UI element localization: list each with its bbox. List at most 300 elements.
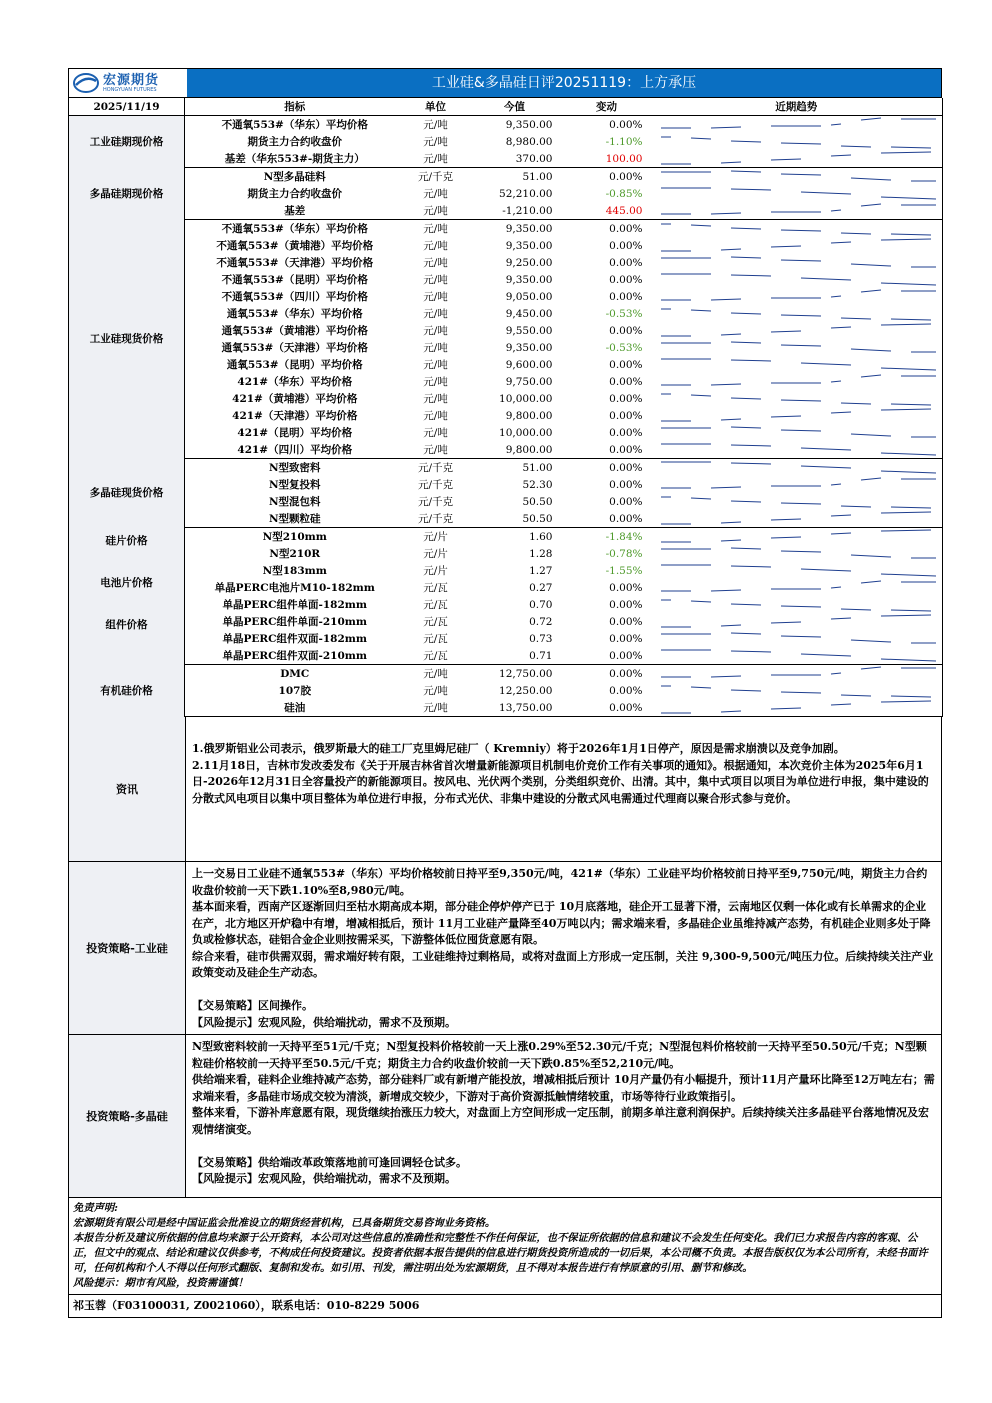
unit-cell: 元/千克 xyxy=(417,461,454,474)
trend-sparkline xyxy=(651,254,943,271)
unit-cell: 元/吨 xyxy=(423,239,448,252)
trend-sparkline xyxy=(651,271,943,288)
sparkline-path xyxy=(661,686,931,697)
report-page xyxy=(68,68,942,1318)
value-cell: 0.70 xyxy=(529,598,553,611)
value-cell: 12,750.00 xyxy=(499,667,553,680)
table-row xyxy=(69,220,943,238)
trend-sparkline xyxy=(651,630,943,647)
trend-sparkline xyxy=(651,116,943,134)
sparkline-icon xyxy=(651,185,941,202)
logo-text: 宏源期货 xyxy=(103,72,160,88)
value-cell: 52,210.00 xyxy=(499,187,553,200)
unit-cell: 元/吨 xyxy=(405,150,467,168)
table-row xyxy=(69,562,943,579)
sparkline-icon xyxy=(651,424,941,441)
sparkline-path xyxy=(661,188,936,199)
change-cell: 0.00% xyxy=(609,684,643,697)
sparkline-icon xyxy=(651,202,941,219)
sparkline-path xyxy=(661,137,931,148)
value-cell: 10,000.00 xyxy=(499,426,553,439)
sparkline-path xyxy=(661,257,936,267)
unit-cell: 元/千克 xyxy=(417,495,454,508)
unit-cell: 元/片 xyxy=(423,530,448,543)
table-row xyxy=(69,699,943,717)
unit-cell: 元/瓦 xyxy=(423,615,448,628)
change-cell: 0.00% xyxy=(609,239,643,252)
value-cell: 12,250.00 xyxy=(499,684,553,697)
trend-sparkline xyxy=(651,237,943,254)
unit-cell: 元/吨 xyxy=(423,375,448,388)
unit-cell: 元/吨 xyxy=(423,273,448,286)
sparkline-path xyxy=(661,565,936,576)
value-cell: 1.60 xyxy=(529,530,553,543)
table-row xyxy=(69,288,943,305)
sparkline-icon xyxy=(651,237,941,254)
table-row xyxy=(69,579,943,596)
sparkline-path xyxy=(661,462,936,473)
sparkline-path xyxy=(661,118,936,128)
indicator-name: N型183mm xyxy=(262,564,327,577)
unit-cell: 元/片 xyxy=(423,547,448,560)
sparkline-path xyxy=(661,478,936,488)
group-label: 有机硅价格 xyxy=(69,665,185,717)
trend-sparkline xyxy=(651,373,943,390)
header-change: 变动 xyxy=(563,98,651,116)
indicator-name: N型210mm xyxy=(262,530,327,543)
table-row xyxy=(69,647,943,665)
company-logo xyxy=(69,69,187,97)
table-row xyxy=(69,424,943,441)
value-cell: 50.50 xyxy=(522,495,553,508)
trend-sparkline xyxy=(651,150,943,168)
report-title: 工业硅&多晶硅日评20251119：上方承压 xyxy=(431,75,697,91)
table-row xyxy=(69,682,943,699)
disclaimer-title: 免责声明: xyxy=(73,1202,118,1214)
sparkline-icon xyxy=(651,339,941,356)
trend-sparkline xyxy=(651,562,943,579)
value-cell: 9,350.00 xyxy=(505,118,553,131)
trend-sparkline xyxy=(651,356,943,373)
sparkline-path xyxy=(661,581,936,591)
trend-sparkline xyxy=(651,510,943,528)
sparkline-path xyxy=(661,394,931,405)
trend-sparkline xyxy=(651,220,943,238)
sparkline-icon xyxy=(651,579,941,596)
unit-cell: 元/吨 xyxy=(423,256,448,269)
news-section xyxy=(68,717,942,862)
indicator-name: 期货主力合约收盘价 xyxy=(247,187,342,200)
indicator-name: 421#（四川）平均价格 xyxy=(185,441,405,459)
change-cell: 0.00% xyxy=(609,667,643,680)
unit-cell: 元/吨 xyxy=(423,118,448,131)
value-cell: 8,980.00 xyxy=(505,135,553,148)
sparkline-icon xyxy=(651,390,941,407)
price-table xyxy=(68,98,943,717)
sparkline-icon xyxy=(651,562,941,579)
unit-cell: 元/吨 xyxy=(423,426,448,439)
trend-sparkline xyxy=(651,185,943,202)
sparkline-icon xyxy=(651,528,941,545)
change-cell: 0.00% xyxy=(609,426,643,439)
sparkline-path xyxy=(661,530,931,542)
sparkline-path xyxy=(661,497,931,508)
value-cell: 9,800.00 xyxy=(467,441,563,459)
unit-cell: 元/吨 xyxy=(423,667,448,680)
unit-cell: 元/片 xyxy=(423,564,448,577)
trend-sparkline xyxy=(651,647,943,665)
unit-cell: 元/吨 xyxy=(405,202,467,220)
unit-cell: 元/吨 xyxy=(423,307,448,320)
unit-cell: 元/吨 xyxy=(405,441,467,459)
indicator-name: 基差（华东553#-期货主力） xyxy=(185,150,405,168)
indicator-name: 421#（黄埔港）平均价格 xyxy=(232,392,358,405)
change-cell: 0.00% xyxy=(609,324,643,337)
indicator-name: 不通氧553#（昆明）平均价格 xyxy=(221,273,368,286)
unit-cell: 元/吨 xyxy=(423,341,448,354)
sparkline-icon xyxy=(651,699,941,716)
sparkline-icon xyxy=(651,510,941,527)
table-row xyxy=(69,390,943,407)
unit-cell: 元/吨 xyxy=(405,699,467,717)
table-row xyxy=(69,237,943,254)
sparkline-icon xyxy=(651,133,941,150)
group-label: 多晶硅期现价格 xyxy=(69,168,185,220)
group-label: 工业硅现货价格 xyxy=(69,220,185,459)
change-cell: 0.00% xyxy=(609,478,643,491)
indicator-name: 不通氧553#（天津港）平均价格 xyxy=(216,256,374,269)
strategy-poly-label: 投资策略-多晶硅 xyxy=(69,1035,186,1197)
sparkline-icon xyxy=(651,596,941,613)
table-row xyxy=(69,356,943,373)
table-row xyxy=(69,596,943,613)
sparkline-path xyxy=(661,633,936,643)
indicator-name: 通氧553#（天津港）平均价格 xyxy=(221,341,368,354)
sparkline-icon xyxy=(651,305,941,322)
sparkline-icon xyxy=(651,476,941,493)
table-row xyxy=(69,510,943,528)
value-cell: 1.28 xyxy=(529,547,553,560)
value-cell: -1,210.00 xyxy=(467,202,563,220)
table-row xyxy=(69,373,943,390)
sparkline-icon xyxy=(651,459,941,476)
sparkline-icon xyxy=(651,220,941,237)
group-sublabel: 组件价格 xyxy=(105,619,148,631)
unit-cell: 元/瓦 xyxy=(423,581,448,594)
value-cell: 9,550.00 xyxy=(505,324,553,337)
table-row xyxy=(69,168,943,186)
table-row xyxy=(69,339,943,356)
change-cell: 0.00% xyxy=(609,409,643,422)
table-row xyxy=(69,133,943,150)
unit-cell: 元/吨 xyxy=(423,684,448,697)
indicator-name: 单晶PERC组件双面-182mm xyxy=(222,632,367,645)
logo-subtext: HONGYUAN FUTURES xyxy=(103,86,157,93)
sparkline-path xyxy=(661,375,936,385)
header-value: 今值 xyxy=(467,98,563,116)
sparkline-path xyxy=(661,409,931,421)
indicator-name: N型致密料 xyxy=(268,461,321,474)
strategy-si-label: 投资策略-工业硅 xyxy=(69,862,186,1034)
change-cell: 445.00 xyxy=(563,202,651,220)
value-cell: 0.72 xyxy=(529,615,553,628)
sparkline-path xyxy=(661,650,936,661)
indicator-name: N型复投料 xyxy=(268,478,321,491)
unit-cell: 元/吨 xyxy=(423,392,448,405)
group-label: 多晶硅现货价格 xyxy=(69,459,185,528)
indicator-name: 通氧553#（昆明）平均价格 xyxy=(226,358,363,371)
sparkline-icon xyxy=(651,545,941,562)
sparkline-icon xyxy=(651,373,941,390)
indicator-name: 硅油 xyxy=(185,699,405,717)
indicator-name: 单晶PERC组件单面-210mm xyxy=(222,615,367,628)
change-cell: 0.00% xyxy=(563,510,651,528)
sparkline-path xyxy=(661,359,936,370)
trend-sparkline xyxy=(651,459,943,477)
sparkline-path xyxy=(661,512,931,524)
sparkline-icon xyxy=(651,254,941,271)
table-row xyxy=(69,407,943,424)
change-cell: 0.00% xyxy=(609,615,643,628)
trend-sparkline xyxy=(651,407,943,424)
table-header-row xyxy=(69,98,943,116)
trend-sparkline xyxy=(651,133,943,150)
logo-mark-icon xyxy=(73,73,99,93)
unit-cell: 元/吨 xyxy=(423,409,448,422)
sparkline-path xyxy=(661,444,936,455)
table-row xyxy=(69,613,943,630)
indicator-name: 107胶 xyxy=(278,684,311,697)
sparkline-path xyxy=(661,152,931,164)
change-cell: 0.00% xyxy=(609,170,643,183)
change-cell: 0.00% xyxy=(609,495,643,508)
indicator-name: DMC xyxy=(280,667,310,680)
value-cell: 9,250.00 xyxy=(505,256,553,269)
sparkline-icon xyxy=(651,407,941,424)
sparkline-path xyxy=(661,239,931,251)
sparkline-icon xyxy=(651,271,941,288)
sparkline-path xyxy=(661,204,936,214)
change-cell: 0.00% xyxy=(609,222,643,235)
trend-sparkline xyxy=(651,390,943,407)
table-row xyxy=(69,150,943,168)
table-row xyxy=(69,322,943,339)
indicator-name: 421#（昆明）平均价格 xyxy=(237,426,353,439)
trend-sparkline xyxy=(651,476,943,493)
change-cell: 0.00% xyxy=(609,273,643,286)
change-cell: 0.00% xyxy=(609,358,643,371)
trend-sparkline xyxy=(651,613,943,630)
change-cell: -0.85% xyxy=(605,187,643,200)
indicator-name: 不通氧553#（黄埔港）平均价格 xyxy=(216,239,374,252)
sparkline-path xyxy=(661,324,931,336)
sparkline-path xyxy=(661,171,936,181)
indicator-name: N型210R xyxy=(269,547,321,560)
indicator-name: N型混包料 xyxy=(268,495,321,508)
table-row xyxy=(69,459,943,477)
trend-sparkline xyxy=(651,665,943,683)
unit-cell: 元/吨 xyxy=(423,324,448,337)
trend-sparkline xyxy=(651,424,943,441)
sparkline-path xyxy=(661,615,931,627)
change-cell: 0.00% xyxy=(609,581,643,594)
indicator-name: 不通氧553#（华东）平均价格 xyxy=(221,118,368,131)
value-cell: 9,800.00 xyxy=(505,409,553,422)
strategy-si-section xyxy=(68,862,942,1035)
strategy-poly-section xyxy=(68,1035,942,1198)
change-cell: 0.00% xyxy=(563,647,651,665)
value-cell: 1.27 xyxy=(529,564,553,577)
strategy-poly-text: N型致密料较前一天持平至51元/千克；N型复投料价格较前一天上涨0.29%至52.30元/千克；N型混包料价格较前一天持平至50.50元/千克；N型颗粒硅价格较前一天持平至50.5元/千克；期货主力合约收盘价较前一天下跌0.85%至52,210元/吨。 供给端来看，硅料企业维持减产态势，部分硅料厂或有新增产能投放，增减相抵后预计 10月产量仍有小幅提升，预计11月产量环比降至12万吨左右；需求端来看，多晶硅市场成交较为清淡，新增成交较少，下游对于高价资源抵触情绪较重，市场等待行业政策指引。 整体来看，下游补库意愿有限，现货继续抬涨压力较大，对盘面上方空间形成一定压制，前期多单注意利润保护。后续持续关注多晶硅平台落地情况及宏观情绪演变。 【交易策略】供给端改革政策落地前可逢回调轻仓试多。 【风险提示】宏观风险，供给端扰动，需求不及预期。 xyxy=(192,1040,935,1185)
indicator-name: 单晶PERC电池片M10-182mm xyxy=(214,581,375,594)
table-row xyxy=(69,441,943,459)
value-cell: 9,350.00 xyxy=(505,239,553,252)
sparkline-path xyxy=(661,548,936,558)
value-cell: 370.00 xyxy=(467,150,563,168)
sparkline-icon xyxy=(651,356,941,373)
news-text: 1.俄罗斯铝业公司表示，俄罗斯最大的硅工厂克里姆尼硅厂（ Kremniy）将于2026年1月1日停产，原因是需求崩溃以及竞争加剧。 2.11月18日，吉林市发改委发布《关于开展吉林省首次增量新能源项目机制电价竞价工作有关事项的通知》。根据通知，本次竞价主体为2025年6月1日-2026年12月31日全容量投产的新能源项目。按风电、光伏两个类别，分类组织竞价、出清。其中，集中式项目以项目为单位进行申报，集中建设的分散式风电项目以集中项目整体为单位进行申报，分布式光伏、非集中建设的分散式风电需通过代理商以聚合形式参与竞价。 xyxy=(192,742,929,805)
change-cell: -0.53% xyxy=(605,307,643,320)
trend-sparkline xyxy=(651,441,943,459)
value-cell: 9,350.00 xyxy=(505,222,553,235)
value-cell: 9,350.00 xyxy=(505,273,553,286)
trend-sparkline xyxy=(651,305,943,322)
change-cell: 0.00% xyxy=(563,699,651,717)
table-row xyxy=(69,254,943,271)
sparkline-path xyxy=(661,342,936,352)
unit-cell: 元/吨 xyxy=(423,187,448,200)
sparkline-icon xyxy=(651,613,941,630)
sparkline-icon xyxy=(651,441,941,458)
change-cell: 0.00% xyxy=(609,290,643,303)
change-cell: -0.78% xyxy=(605,547,643,560)
value-cell: 0.71 xyxy=(467,647,563,665)
change-cell: -1.10% xyxy=(605,135,643,148)
trend-sparkline xyxy=(651,493,943,510)
unit-cell: 元/千克 xyxy=(417,170,454,183)
value-cell: 9,350.00 xyxy=(505,341,553,354)
change-cell: 0.00% xyxy=(609,632,643,645)
change-cell: 0.00% xyxy=(609,598,643,611)
trend-sparkline xyxy=(651,699,943,717)
change-cell: 0.00% xyxy=(609,118,643,131)
change-cell: 100.00 xyxy=(563,150,651,168)
trend-sparkline xyxy=(651,202,943,220)
table-row xyxy=(69,202,943,220)
analyst-contact: 祁玉蓉（F03100031, Z0021060），联系电话：010-8229 5006 xyxy=(68,1295,942,1318)
value-cell: 9,450.00 xyxy=(505,307,553,320)
group-sublabel: 硅片价格 xyxy=(105,535,148,547)
sparkline-icon xyxy=(651,647,941,664)
table-row xyxy=(69,271,943,288)
value-cell: 10,000.00 xyxy=(499,392,553,405)
disclaimer-body: 本报告分析及建议所依据的信息均来源于公开资料，本公司对这些信息的准确性和完整性不作任何保证，也不保证所依据的信息和建议不会发生任何变化。我们已力求报告内容的客观、公正，但文中的观点、结论和建议仅供参考，不构成任何投资建议。投资者依据本报告提供的信息进行期货投资所造成的一切后果，本公司概不负责。本报告版权仅为本公司所有，未经书面许可，任何机构和个人不得以任何形式翻版、复制和发布。如引用、刊发，需注明出处为宏源期货，且不得对本报告进行有悖原意的引用、删节和修改。 xyxy=(73,1232,928,1274)
trend-sparkline xyxy=(651,322,943,339)
strategy-si-text: 上一交易日工业硅不通氧553#（华东）平均价格较前日持平至9,350元/吨，421#（华东）工业硅平均价格较前日持平至9,750元/吨，期货主力合约收盘价较前一天下跌1.10%至8,980元/吨。 基本面来看，西南产区逐渐回归至枯水期高成本期，部分硅企停炉停产已于 10月底落地，硅企开工显著下滑，云南地区仅剩一体化或有长单需求的企业在产，北方地区开炉稳中有增，增减相抵后，预计 11月工业硅产量降至40万吨以内；需求端来看，多晶硅企业虽维持减产态势，有机硅企业则多处于降负或检修状态，硅铝合金企业则按需采买，下游整体低位囤货意愿有限。 综合来看，硅市供需双弱，需求端好转有限，工业硅维持过剩格局，或将对盘面上方形成一定压制，关注 9,300-9,500元/吨压力位。后续持续关注产业政策变动及硅企生产动态。 【交易策略】区间操作。 【风险提示】宏观风险，供给端扰动，需求不及预期。 xyxy=(192,867,934,1029)
value-cell: 0.27 xyxy=(529,581,553,594)
indicator-name: 单晶PERC组件单面-182mm xyxy=(222,598,367,611)
value-cell: 13,750.00 xyxy=(467,699,563,717)
change-cell: -1.55% xyxy=(605,564,643,577)
trend-sparkline xyxy=(651,579,943,596)
sparkline-icon xyxy=(651,150,941,167)
change-cell: 0.00% xyxy=(609,461,643,474)
indicator-name: 通氧553#（黄埔港）平均价格 xyxy=(221,324,368,337)
sparkline-path xyxy=(661,309,931,320)
sparkline-path xyxy=(661,667,936,677)
table-row xyxy=(69,545,943,562)
sparkline-icon xyxy=(651,630,941,647)
unit-cell: 元/千克 xyxy=(405,510,467,528)
value-cell: 0.73 xyxy=(529,632,553,645)
group-label xyxy=(69,528,185,665)
sparkline-path xyxy=(661,600,931,611)
table-row xyxy=(69,476,943,493)
sparkline-icon xyxy=(651,322,941,339)
unit-cell: 元/吨 xyxy=(423,222,448,235)
trend-sparkline xyxy=(651,528,943,546)
value-cell: 9,050.00 xyxy=(505,290,553,303)
disclaimer xyxy=(68,1198,942,1295)
indicator-name: 421#（天津港）平均价格 xyxy=(232,409,358,422)
table-row xyxy=(69,528,943,546)
value-cell: 52.30 xyxy=(522,478,553,491)
indicator-name: N型多晶硅料 xyxy=(263,170,326,183)
change-cell: -0.53% xyxy=(605,341,643,354)
unit-cell: 元/吨 xyxy=(423,135,448,148)
unit-cell: 元/吨 xyxy=(423,358,448,371)
indicator-name: 单晶PERC组件双面-210mm xyxy=(185,647,405,665)
change-cell: 0.00% xyxy=(609,256,643,269)
trend-sparkline xyxy=(651,545,943,562)
sparkline-icon xyxy=(651,682,941,699)
sparkline-icon xyxy=(651,168,941,185)
sparkline-icon xyxy=(651,116,941,133)
sparkline-path xyxy=(661,274,936,285)
group-sublabel: 电池片价格 xyxy=(100,577,153,589)
sparkline-path xyxy=(661,224,931,235)
table-row xyxy=(69,116,943,134)
table-row xyxy=(69,185,943,202)
report-header xyxy=(68,68,942,98)
indicator-name: 期货主力合约收盘价 xyxy=(247,135,342,148)
indicator-name: 不通氧553#（华东）平均价格 xyxy=(221,222,368,235)
table-row xyxy=(69,493,943,510)
header-unit: 单位 xyxy=(405,98,467,116)
sparkline-path xyxy=(661,427,936,437)
trend-sparkline xyxy=(651,168,943,186)
indicator-name: 421#（华东）平均价格 xyxy=(237,375,353,388)
change-cell: 0.00% xyxy=(609,375,643,388)
unit-cell: 元/瓦 xyxy=(423,598,448,611)
sparkline-icon xyxy=(651,493,941,510)
unit-cell: 元/瓦 xyxy=(423,632,448,645)
value-cell: 9,600.00 xyxy=(505,358,553,371)
news-label: 资讯 xyxy=(69,717,186,861)
indicator-name: N型颗粒硅 xyxy=(185,510,405,528)
sparkline-icon xyxy=(651,665,941,682)
unit-cell: 元/吨 xyxy=(423,290,448,303)
trend-sparkline xyxy=(651,682,943,699)
sparkline-path xyxy=(661,290,936,300)
change-cell: 0.00% xyxy=(609,392,643,405)
group-label: 工业硅期现价格 xyxy=(69,116,185,168)
sparkline-path xyxy=(661,701,931,713)
table-row xyxy=(69,305,943,322)
table-row xyxy=(69,665,943,683)
indicator-name: 不通氧553#（四川）平均价格 xyxy=(221,290,368,303)
indicator-name: 通氧553#（华东）平均价格 xyxy=(226,307,363,320)
